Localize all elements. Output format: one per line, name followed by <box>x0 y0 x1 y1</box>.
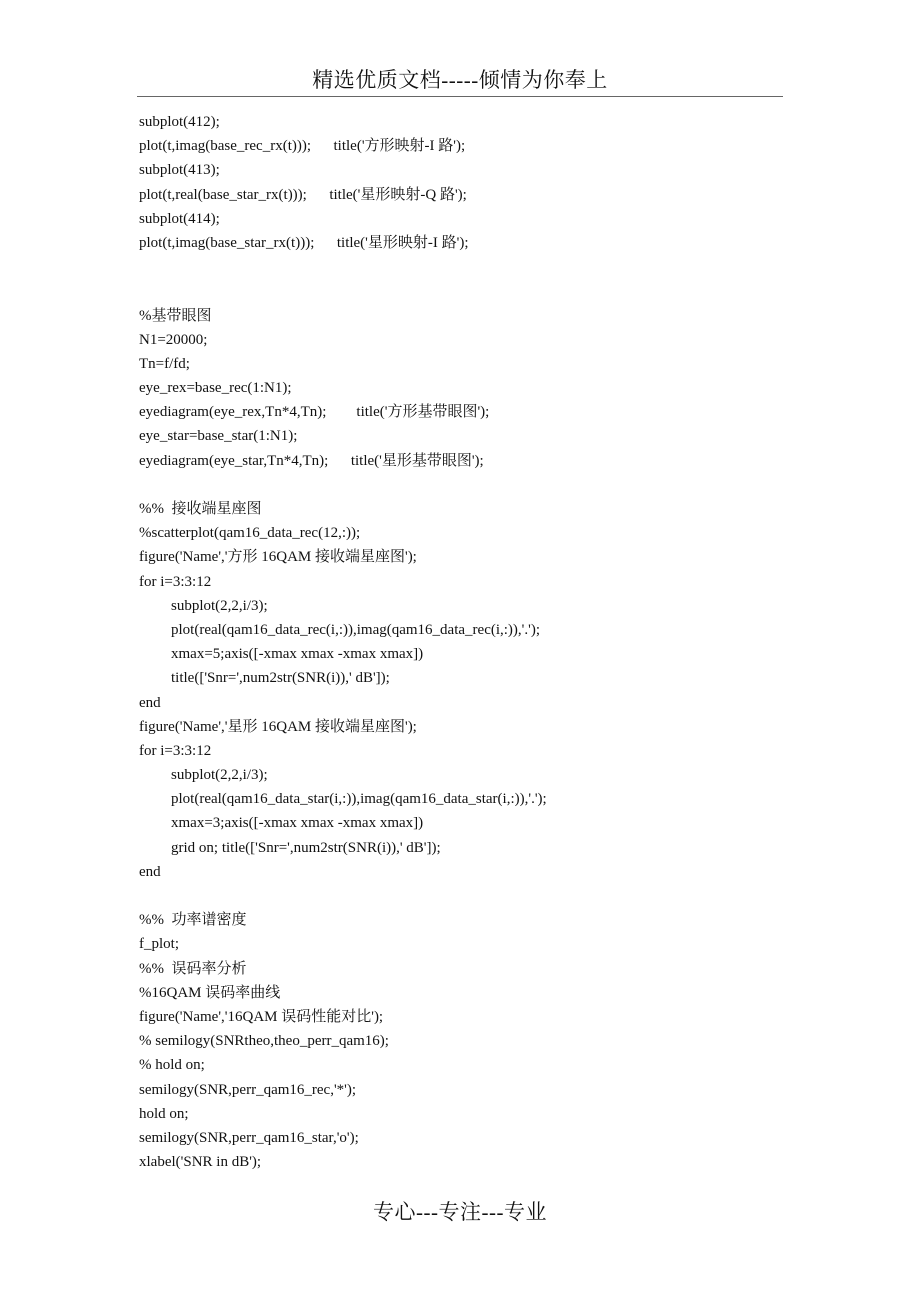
code-line: eye_rex=base_rec(1:N1); <box>139 380 292 397</box>
code-line: % semilogy(SNRtheo,theo_perr_qam16); <box>139 1033 389 1050</box>
code-line: figure('Name','星形 16QAM 接收端星座图'); <box>139 718 417 735</box>
code-line: %scatterplot(qam16_data_rec(12,:)); <box>139 525 361 542</box>
code-line: %16QAM 误码率曲线 <box>139 984 281 1001</box>
code-block <box>139 110 799 1174</box>
page-footer: 专心---专注---专业 <box>373 1200 547 1224</box>
code-line: subplot(413); <box>139 162 220 179</box>
code-line: eyediagram(eye_star,Tn*4,Tn); title('星形基带眼图'); <box>139 452 484 469</box>
code-line: title(['Snr=',num2str(SNR(i)),' dB']); <box>171 670 390 687</box>
code-line: end <box>139 694 161 711</box>
code-line: Tn=f/fd; <box>139 355 190 372</box>
code-line: plot(real(qam16_data_rec(i,:)),imag(qam16_data_rec(i,:)),'.'); <box>171 621 540 638</box>
code-line: %% 误码率分析 <box>139 960 247 977</box>
code-line: plot(real(qam16_data_star(i,:)),imag(qam16_data_star(i,:)),'.'); <box>171 791 547 808</box>
blank-line <box>139 255 799 279</box>
code-line: f_plot; <box>139 936 179 953</box>
code-line: % hold on; <box>139 1057 205 1074</box>
code-line: xlabel('SNR in dB'); <box>139 1154 262 1171</box>
code-line: for i=3:3:12 <box>139 742 212 759</box>
code-line: plot(t,real(base_star_rx(t))); title('星形映射-Q 路'); <box>139 186 467 203</box>
code-line: figure('Name','16QAM 误码性能对比'); <box>139 1008 384 1025</box>
blank-line <box>139 473 799 497</box>
code-line: semilogy(SNR,perr_qam16_star,'o'); <box>139 1129 359 1146</box>
code-line: semilogy(SNR,perr_qam16_rec,'*'); <box>139 1081 357 1098</box>
header-divider <box>137 96 783 97</box>
code-line: xmax=5;axis([-xmax xmax -xmax xmax]) <box>171 646 424 663</box>
code-line: for i=3:3:12 <box>139 573 212 590</box>
code-line: %基带眼图 <box>139 307 212 324</box>
code-line: %% 接收端星座图 <box>139 501 262 517</box>
code-line: plot(t,imag(base_star_rx(t))); title('星形映射-I 路'); <box>139 234 469 251</box>
code-line: plot(t,imag(base_rec_rx(t))); title('方形映射-I 路'); <box>139 138 466 155</box>
code-line: xmax=3;axis([-xmax xmax -xmax xmax]) <box>171 815 424 832</box>
code-line: subplot(414); <box>139 210 220 227</box>
code-line: end <box>139 863 161 880</box>
code-line: %% 功率谱密度 <box>139 912 247 929</box>
code-line: eye_star=base_star(1:N1); <box>139 428 298 445</box>
code-line: subplot(2,2,i/3); <box>171 767 268 784</box>
blank-line <box>139 279 799 303</box>
code-line: eyediagram(eye_rex,Tn*4,Tn); title('方形基带眼图'); <box>139 404 490 421</box>
code-line: grid on; title(['Snr=',num2str(SNR(i)),' dB']); <box>171 839 441 856</box>
page-header: 精选优质文档-----倾情为你奉上 <box>312 68 608 92</box>
code-line: figure('Name','方形 16QAM 接收端星座图'); <box>139 549 417 566</box>
code-line: subplot(2,2,i/3); <box>171 597 268 614</box>
blank-line <box>139 884 799 908</box>
code-line: subplot(412); <box>139 114 220 130</box>
code-line: hold on; <box>139 1105 189 1122</box>
code-line: N1=20000; <box>139 331 208 348</box>
